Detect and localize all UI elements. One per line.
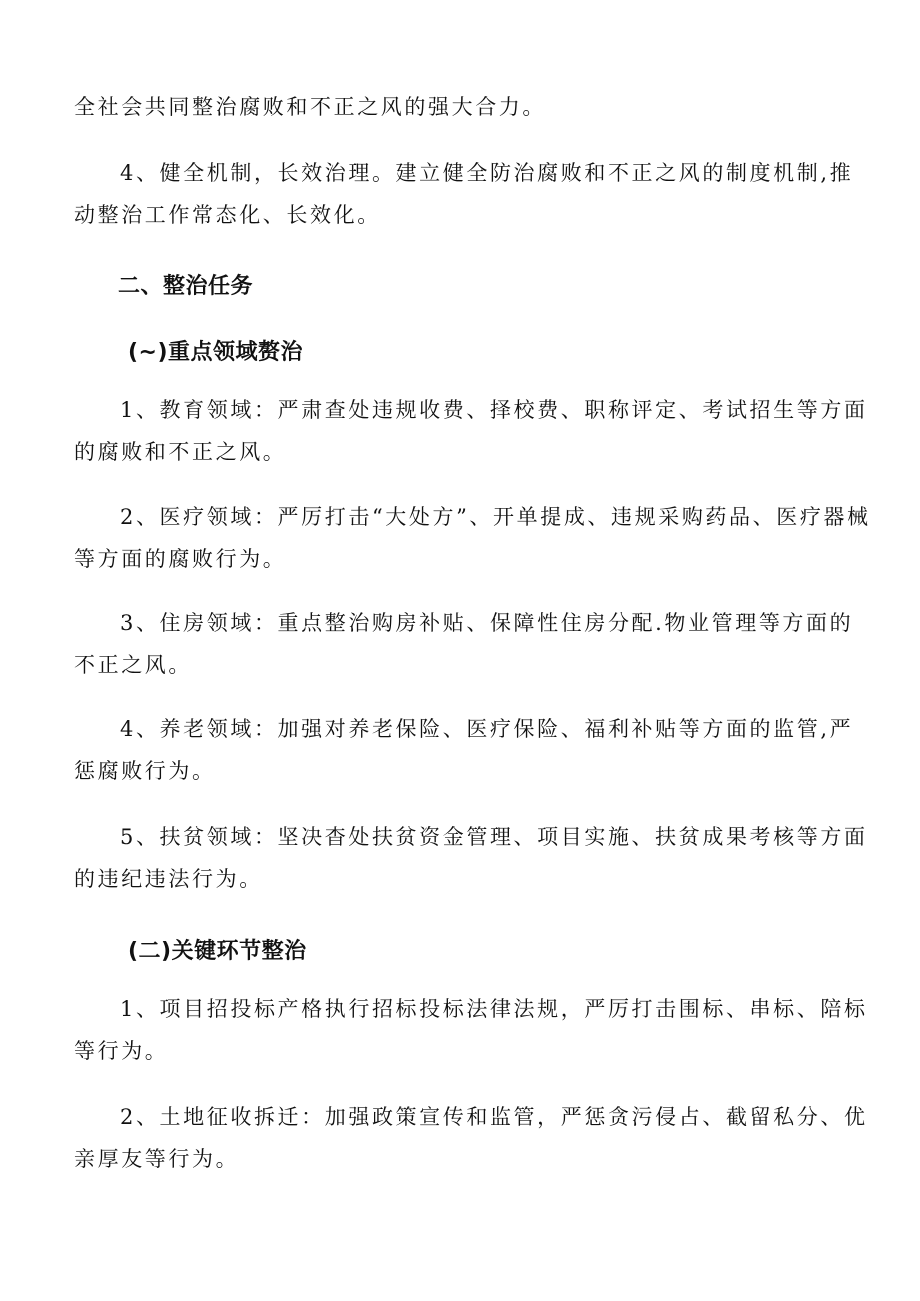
paragraph-mechanism: 4、健全机制，长效治理。建立健全防治腐败和不正之风的制度机制,推动整治工作常态化、长效化。 — [74, 161, 854, 227]
paragraph-medical: 2、医疗领域：严厉打击“大处方”、开单提成、违规采购药品、医疗器械等方面的腐败行为。 — [74, 505, 871, 571]
paragraph-land-acquisition: 2、土地征收拆迁：加强政策宣传和监管，严惩贪污侵占、截留私分、优亲厚友等行为。 — [74, 1105, 868, 1171]
subsection-heading-key-links: (二)关键环节整治 — [128, 939, 307, 964]
paragraph-housing: 3、住房领域：重点整治购房补贴、保障性住房分配.物业管理等方面的不正之风。 — [74, 611, 854, 677]
paragraph-education: 1、教育领域：严肃查处违规收费、择校费、职称评定、考试招生等方面的腐败和不正之风。 — [74, 398, 868, 464]
paragraph-elderly-care: 4、养老领域：加强对养老保险、医疗保险、福利补贴等方面的监管,严惩腐败行为。 — [74, 717, 854, 783]
paragraph-poverty-alleviation: 5、扶贫领域：坚决杳处扶贫资金管理、项目实施、扶贫成果考核等方面的违纪违法行为。 — [74, 825, 868, 891]
section-heading-tasks: 二、整治任务 — [118, 274, 254, 299]
paragraph-conclusion: 全社会共同整治腐败和不正之风的强大合力。 — [74, 95, 546, 119]
subsection-heading-key-areas: (~)重点领域赘治 — [128, 340, 304, 365]
paragraph-bidding: 1、项目招投标产格执行招标投标法律法规，严厉打击围标、串标、陪标等行为。 — [74, 997, 868, 1063]
